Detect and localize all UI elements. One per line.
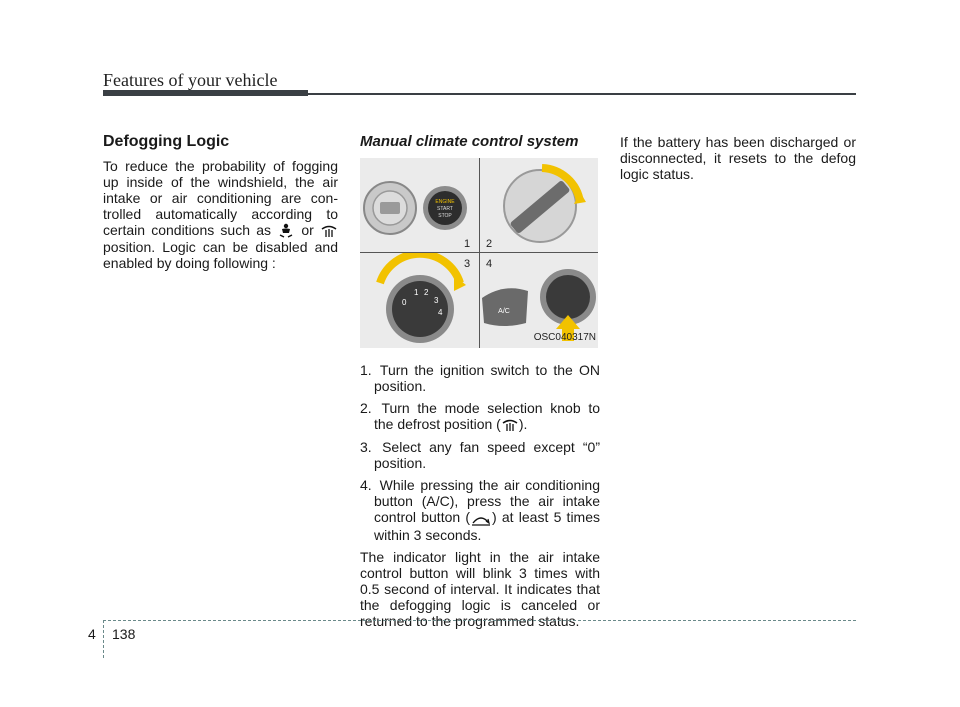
figure-label-4: 4 [486, 258, 493, 270]
recirculation-icon [470, 511, 492, 527]
figure-label-2: 2 [486, 238, 493, 250]
fan-mark-4: 4 [438, 308, 443, 317]
section-heading-defogging: Defogging Logic [103, 133, 230, 150]
footer-vertical-rule [103, 620, 104, 658]
step-text: Turn the mode selection knob to the defrost position ( [374, 400, 600, 432]
right-column [620, 134, 856, 182]
list-item [360, 400, 600, 433]
header-rule-thin [308, 93, 856, 95]
list-item [360, 477, 600, 542]
header-title: Features of your vehicle [103, 70, 278, 90]
header-rule-thick [103, 90, 308, 96]
list-item [360, 362, 600, 394]
step-number: 1. [360, 362, 372, 378]
left-column [103, 134, 338, 271]
climate-control-figure [360, 158, 598, 348]
mode-knob-panel [480, 158, 598, 252]
fan-mark-0: 0 [402, 298, 407, 307]
figure-divider-horizontal [360, 252, 598, 253]
floor-defrost-icon [277, 223, 295, 239]
start-button-text-2: START [437, 206, 453, 212]
figure-divider-vertical [479, 158, 480, 348]
list-item [360, 439, 600, 471]
steps-list [360, 362, 600, 543]
defrost-icon [320, 223, 338, 239]
fan-knob-panel [360, 253, 479, 348]
footer-page-number: 138 [112, 626, 136, 642]
figure-code: OSC040317N [533, 332, 596, 343]
ignition-panel [360, 158, 479, 252]
defogging-text-or: or [301, 222, 314, 238]
defogging-text-part2: position. Logic can be disabled and enabled by doing following : [103, 239, 338, 272]
step-number: 2. [360, 400, 372, 416]
step-text: Select any fan speed except “0” position. [374, 439, 600, 472]
middle-column [360, 134, 600, 629]
defogging-paragraph [103, 158, 338, 271]
fan-mark-2: 2 [424, 288, 429, 297]
step-text-end: ). [518, 416, 528, 432]
section-heading-manual: Manual climate control system [360, 133, 579, 150]
fan-mark-3: 3 [434, 296, 439, 305]
step-text: While pressing the air conditioning button (A/C), press the air intake control button ( [374, 477, 600, 526]
figure-label-1: 1 [464, 238, 471, 250]
defrost-icon [501, 417, 519, 433]
step-number: 3. [360, 439, 372, 456]
defogging-text-part1: To reduce the probability of fogging up inside of the windshield, the air intake or air conditioning are con- trolled automatically according to certain conditions such as [103, 158, 338, 238]
step-text: Turn the ignition switch to the ON position. [374, 362, 601, 394]
step-text-end: ) at least 5 times within 3 seconds. [374, 509, 601, 543]
battery-paragraph: If the battery has been discharged or disconnected, it resets to the defog logic status. [620, 134, 856, 182]
start-button-text-3: STOP [438, 213, 452, 219]
ac-label: A/C [498, 308, 510, 315]
start-button-text-1: ENGINE [435, 199, 455, 205]
closing-paragraph: The indicator light in the air intake control button will blink 3 times with 0.5 second of interval. It indicates that the defogging logic is canceled or returned to the programmed status. [360, 548, 600, 629]
figure-label-3: 3 [464, 258, 471, 270]
fan-mark-1: 1 [414, 288, 419, 297]
footer-chapter-number: 4 [88, 626, 96, 642]
step-number: 4. [360, 477, 372, 494]
footer-rule [103, 620, 856, 621]
